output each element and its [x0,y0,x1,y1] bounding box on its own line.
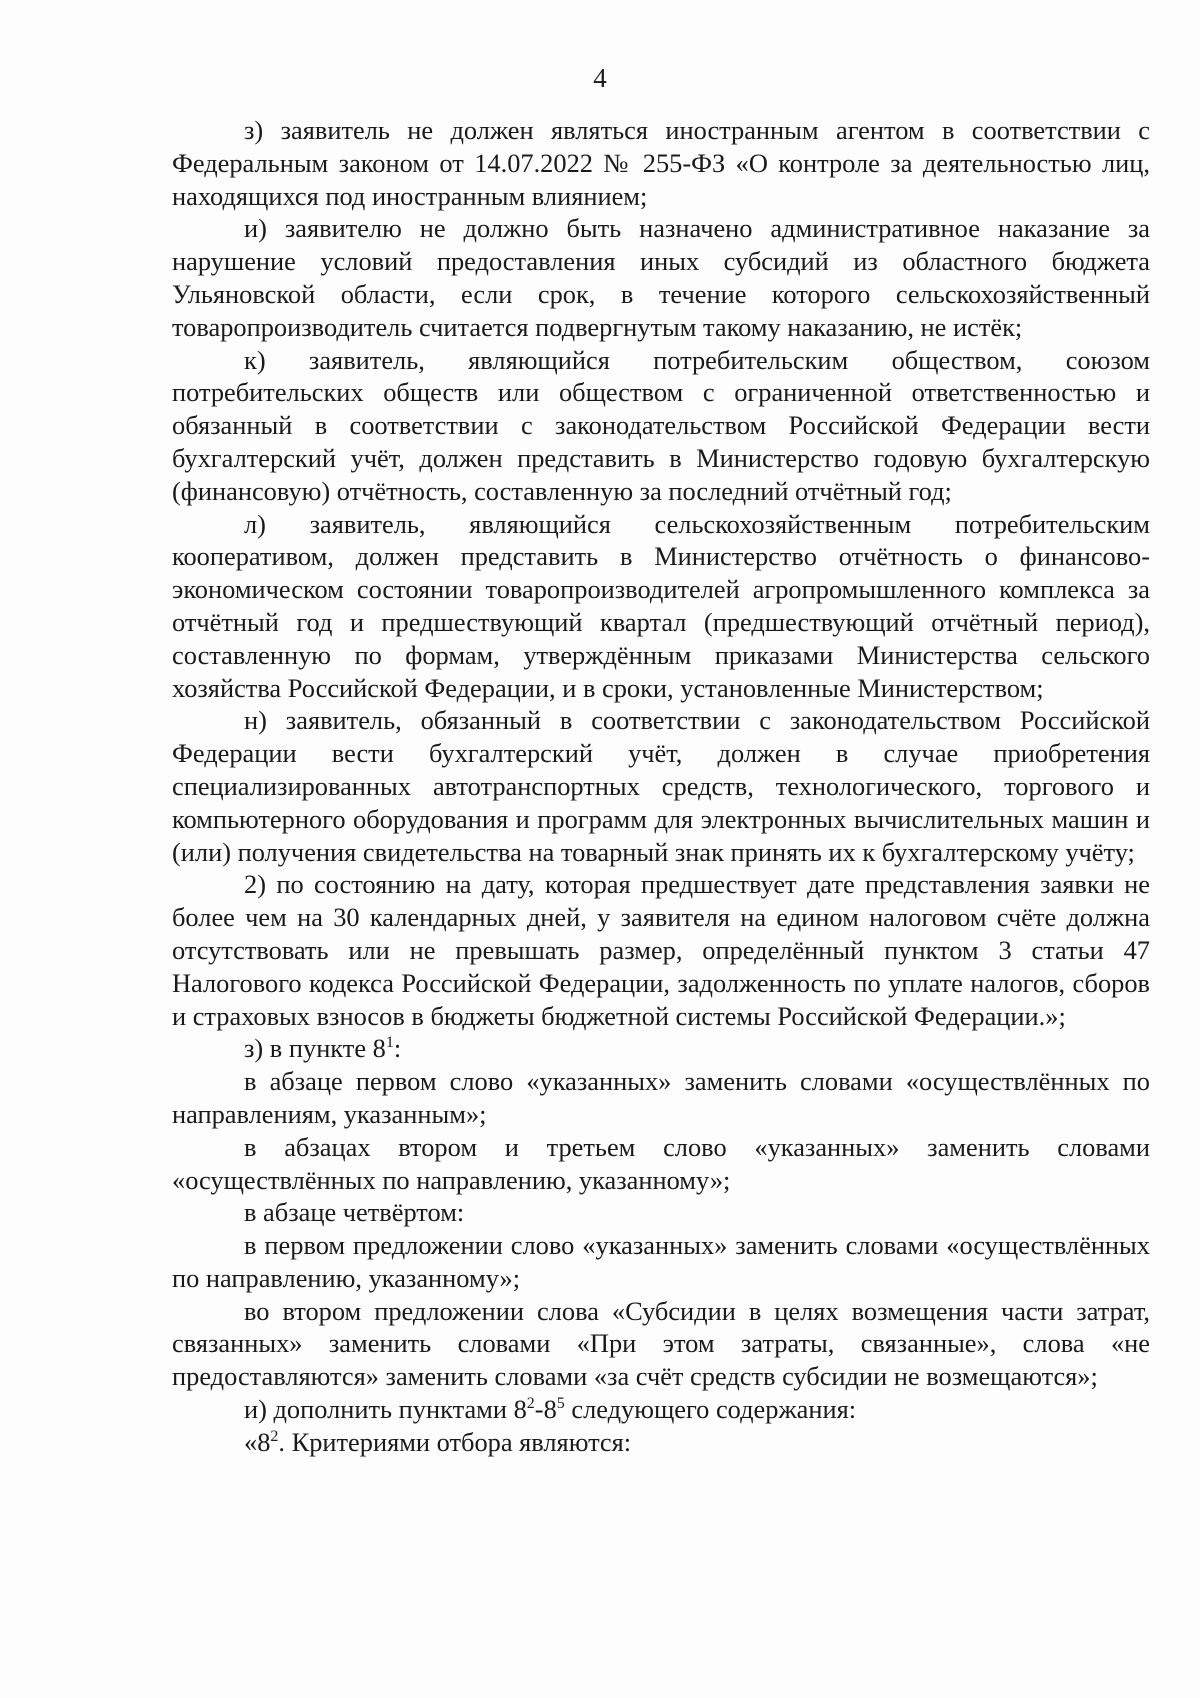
i-add-superscript-2: 5 [556,1395,565,1413]
criteria-suffix: . Критериями отбора являются: [278,1426,632,1457]
z-point-suffix: : [393,1033,402,1064]
i-add-suffix: следующего содержания: [564,1394,857,1425]
paragraph-z-point-8-1 [172,1032,1150,1065]
z-point-superscript: 1 [385,1034,394,1052]
i-add-prefix: и) дополнить пунктами 8 [244,1394,527,1425]
paragraph-first-sentence: в первом предложении слово «указанных» заменить словами «осуществлённых по направлению, указанному»; [172,1230,1150,1293]
criteria-superscript: 2 [270,1428,279,1446]
paragraph-k-consumer-society: к) заявитель, являющийся потребительским обществом, союзом потребительских обществ или обществом с ограниченной ответственностью и обязанный в соответствии с законодательством Российской Федерации вести бухгалтерский учёт, должен представить в Министерство годовую бухгалтерскую (финансовую) отчётность, составленную за последний отчётный год; [172,344,1150,506]
paragraph-second-sentence: во втором предложении слова «Субсидии в целях возмещения части затрат, связанных» заменить словами «При этом затраты, связанные», слова «не предоставляются» заменить словами «за счёт средств субсидии не возмещаются»; [172,1295,1150,1392]
paragraph-criteria [172,1426,1150,1459]
criteria-prefix: «8 [244,1426,271,1457]
i-add-superscript-1: 2 [526,1395,535,1413]
document-body [172,114,1150,1459]
paragraph-n-accounting: н) заявитель, обязанный в соответствии с законодательством Российской Федерации вести бухгалтерский учёт, должен в случае приобретения специализированных автотранспортных средств, технологического, торгового и компьютерного оборудования и программ для электронных вычислительных машин и (или) получения свидетельства на товарный знак принять их к бухгалтерскому учёту; [172,705,1150,867]
paragraph-l-cooperative: л) заявитель, являющийся сельскохозяйственным потребительским кооперативом, должен представить в Министерство отчётность о финансово-экономическом состоянии товаропроизводителей агропромышленного комплекса за отчётный год и предшествующий квартал (предшествующий отчётный период), составленную по формам, утверждённым приказами Министерства сельского хозяйства Российской Федерации, и в сроки, установленные Министерством; [172,508,1150,703]
paragraph-i-add-points [172,1393,1150,1426]
paragraph-abzac-second-third: в абзацах втором и третьем слово «указанных» заменить словами «осуществлённых по направлению, указанному»; [172,1131,1150,1195]
paragraph-abzac-fourth: в абзаце четвёртом: [244,1197,465,1228]
paragraph-abzac-first: в абзаце первом слово «указанных» заменить словами «осуществлённых по направлениям, указанным»; [172,1066,1150,1129]
page-number: 4 [593,63,607,93]
paragraph-i-administrative-penalty: и) заявителю не должно быть назначено административное наказание за нарушение условий предоставления иных субсидий из областного бюджета Ульяновской области, если срок, в течение которого сельскохозяйственный товаропроизводитель считается подвергнутым такому наказанию, не истёк; [172,213,1150,342]
paragraph-z-foreign-agent: з) заявитель не должен являться иностранным агентом в соответствии с Федеральным законом от 14.07.2022 № 255-ФЗ «О контроле за деятельностью лиц, находящихся под иностранным влиянием; [172,115,1150,211]
i-add-middle: -8 [534,1394,557,1425]
z-point-prefix: з) в пункте 8 [244,1033,386,1064]
paragraph-2-tax-debt: 2) по состоянию на дату, которая предшествует дате представления заявки не более чем на 30 календарных дней, у заявителя на едином налоговом счёте должна отсутствовать или не превышать размер, определённый пунктом 3 статьи 47 Налогового кодекса Российской Федерации, задолженность по уплате налогов, сборов и страховых взносов в бюджеты бюджетной системы Российской Федерации.»; [172,869,1150,1031]
